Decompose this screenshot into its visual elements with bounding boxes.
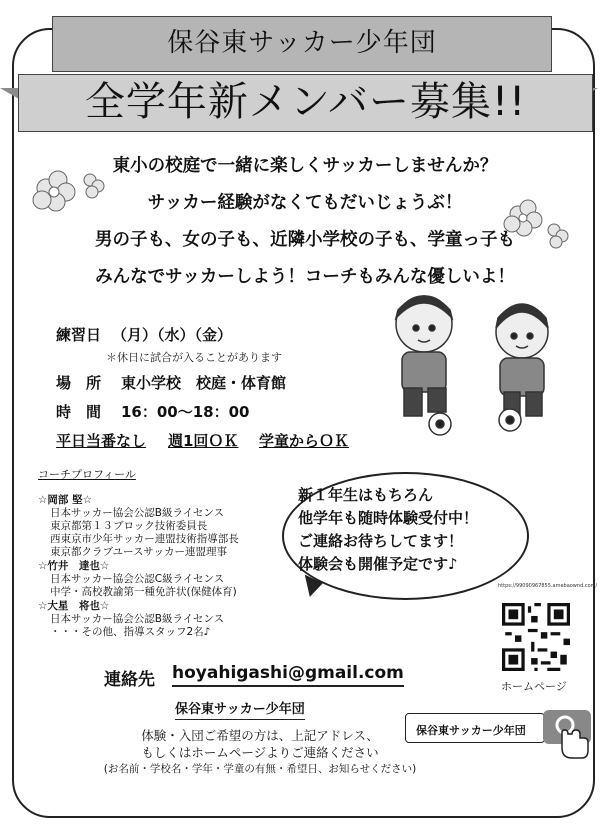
closing-line: 体験・入団ご希望の方は、上記アドレス、	[141, 728, 379, 743]
badge-once-weekly: 週1回ＯＫ	[168, 432, 239, 450]
coach-name: ☆竹井 達也☆	[38, 560, 110, 572]
coach-credential: 日本サッカー協会公認B級ライセンス	[50, 613, 225, 625]
intro-line: 東小の校庭で一緒に楽しくサッカーしませんか？	[112, 156, 498, 176]
coach-profile-heading: コーチプロフィール	[38, 468, 136, 481]
search-query-text: 保谷東サッカー少年団	[416, 724, 526, 737]
coach-staff-note: ・・・その他、指導スタッフ2名♪	[50, 626, 211, 638]
coach-credential: 西東京市少年サッカー連盟技術指導部長	[50, 533, 239, 545]
homepage-label: ホームページ	[501, 680, 567, 693]
closing-note: (お名前・学校名・学年・学童の有無・希望日、お知らせください)	[103, 763, 417, 775]
closing-line: もしくはホームページよりご連絡ください	[141, 745, 379, 760]
contact-email-link[interactable]: hoyahigashi@gmail.com	[172, 663, 404, 687]
bubble-line: 体験会も開催予定です♪	[298, 555, 458, 573]
practice-days-label: 練習日	[56, 326, 102, 344]
team-name-title: 保谷東サッカー少年団	[167, 28, 437, 58]
contact-label: 連絡先	[104, 670, 155, 690]
coach-credential: 中学・高校教諭第一種免許状(保健体育)	[50, 586, 237, 598]
intro-line: 男の子も、女の子も、近隣小学校の子も、学童っ子も	[95, 230, 515, 250]
coach-credential: 日本サッカー協会公認B級ライセンス	[50, 507, 225, 519]
headline: 全学年新メンバー募集!!	[84, 79, 527, 125]
pointer-hand-icon	[556, 728, 590, 762]
time-label: 時 間	[56, 403, 102, 421]
intro-line: サッカー経験がなくてもだいじょうぶ！	[147, 193, 463, 213]
place-label: 場 所	[56, 374, 102, 392]
badge-no-duty: 平日当番なし	[56, 432, 147, 450]
intro-line: みんなでサッカーしよう！コーチもみんな優しいよ！	[95, 267, 515, 287]
badge-from-gakudo: 学童からＯＫ	[259, 432, 350, 450]
kids-soccer-illustration	[380, 288, 570, 438]
coach-credential: 東京都第１３ブロック技術委員長	[50, 520, 208, 532]
team-name-footer: 保谷東サッカー少年団	[175, 698, 305, 720]
practice-days-note: ＊休日に試合が入ることがあります	[106, 351, 282, 364]
homepage-url[interactable]: https://99090967855.amebaownd.com/	[498, 583, 598, 589]
practice-days: （月）（水）（金）	[112, 326, 233, 344]
time: 16：00～18：00	[121, 403, 250, 421]
bubble-line: 他学年も随時体験受付中！	[298, 509, 479, 527]
coach-name: ☆大星 将也☆	[38, 600, 110, 612]
bubble-line: ご連絡お待ちしてます！	[298, 532, 464, 550]
place: 東小学校 校庭・体育館	[121, 374, 287, 392]
coach-name: ☆岡部 堅☆	[38, 494, 92, 506]
bubble-line: 新１年生はもちろん	[298, 486, 434, 504]
coach-credential: 東京都クラブユースサッカー連盟理事	[50, 546, 228, 558]
coach-credential: 日本サッカー協会公認C級ライセンス	[50, 573, 225, 585]
qr-code-icon[interactable]	[500, 603, 572, 671]
